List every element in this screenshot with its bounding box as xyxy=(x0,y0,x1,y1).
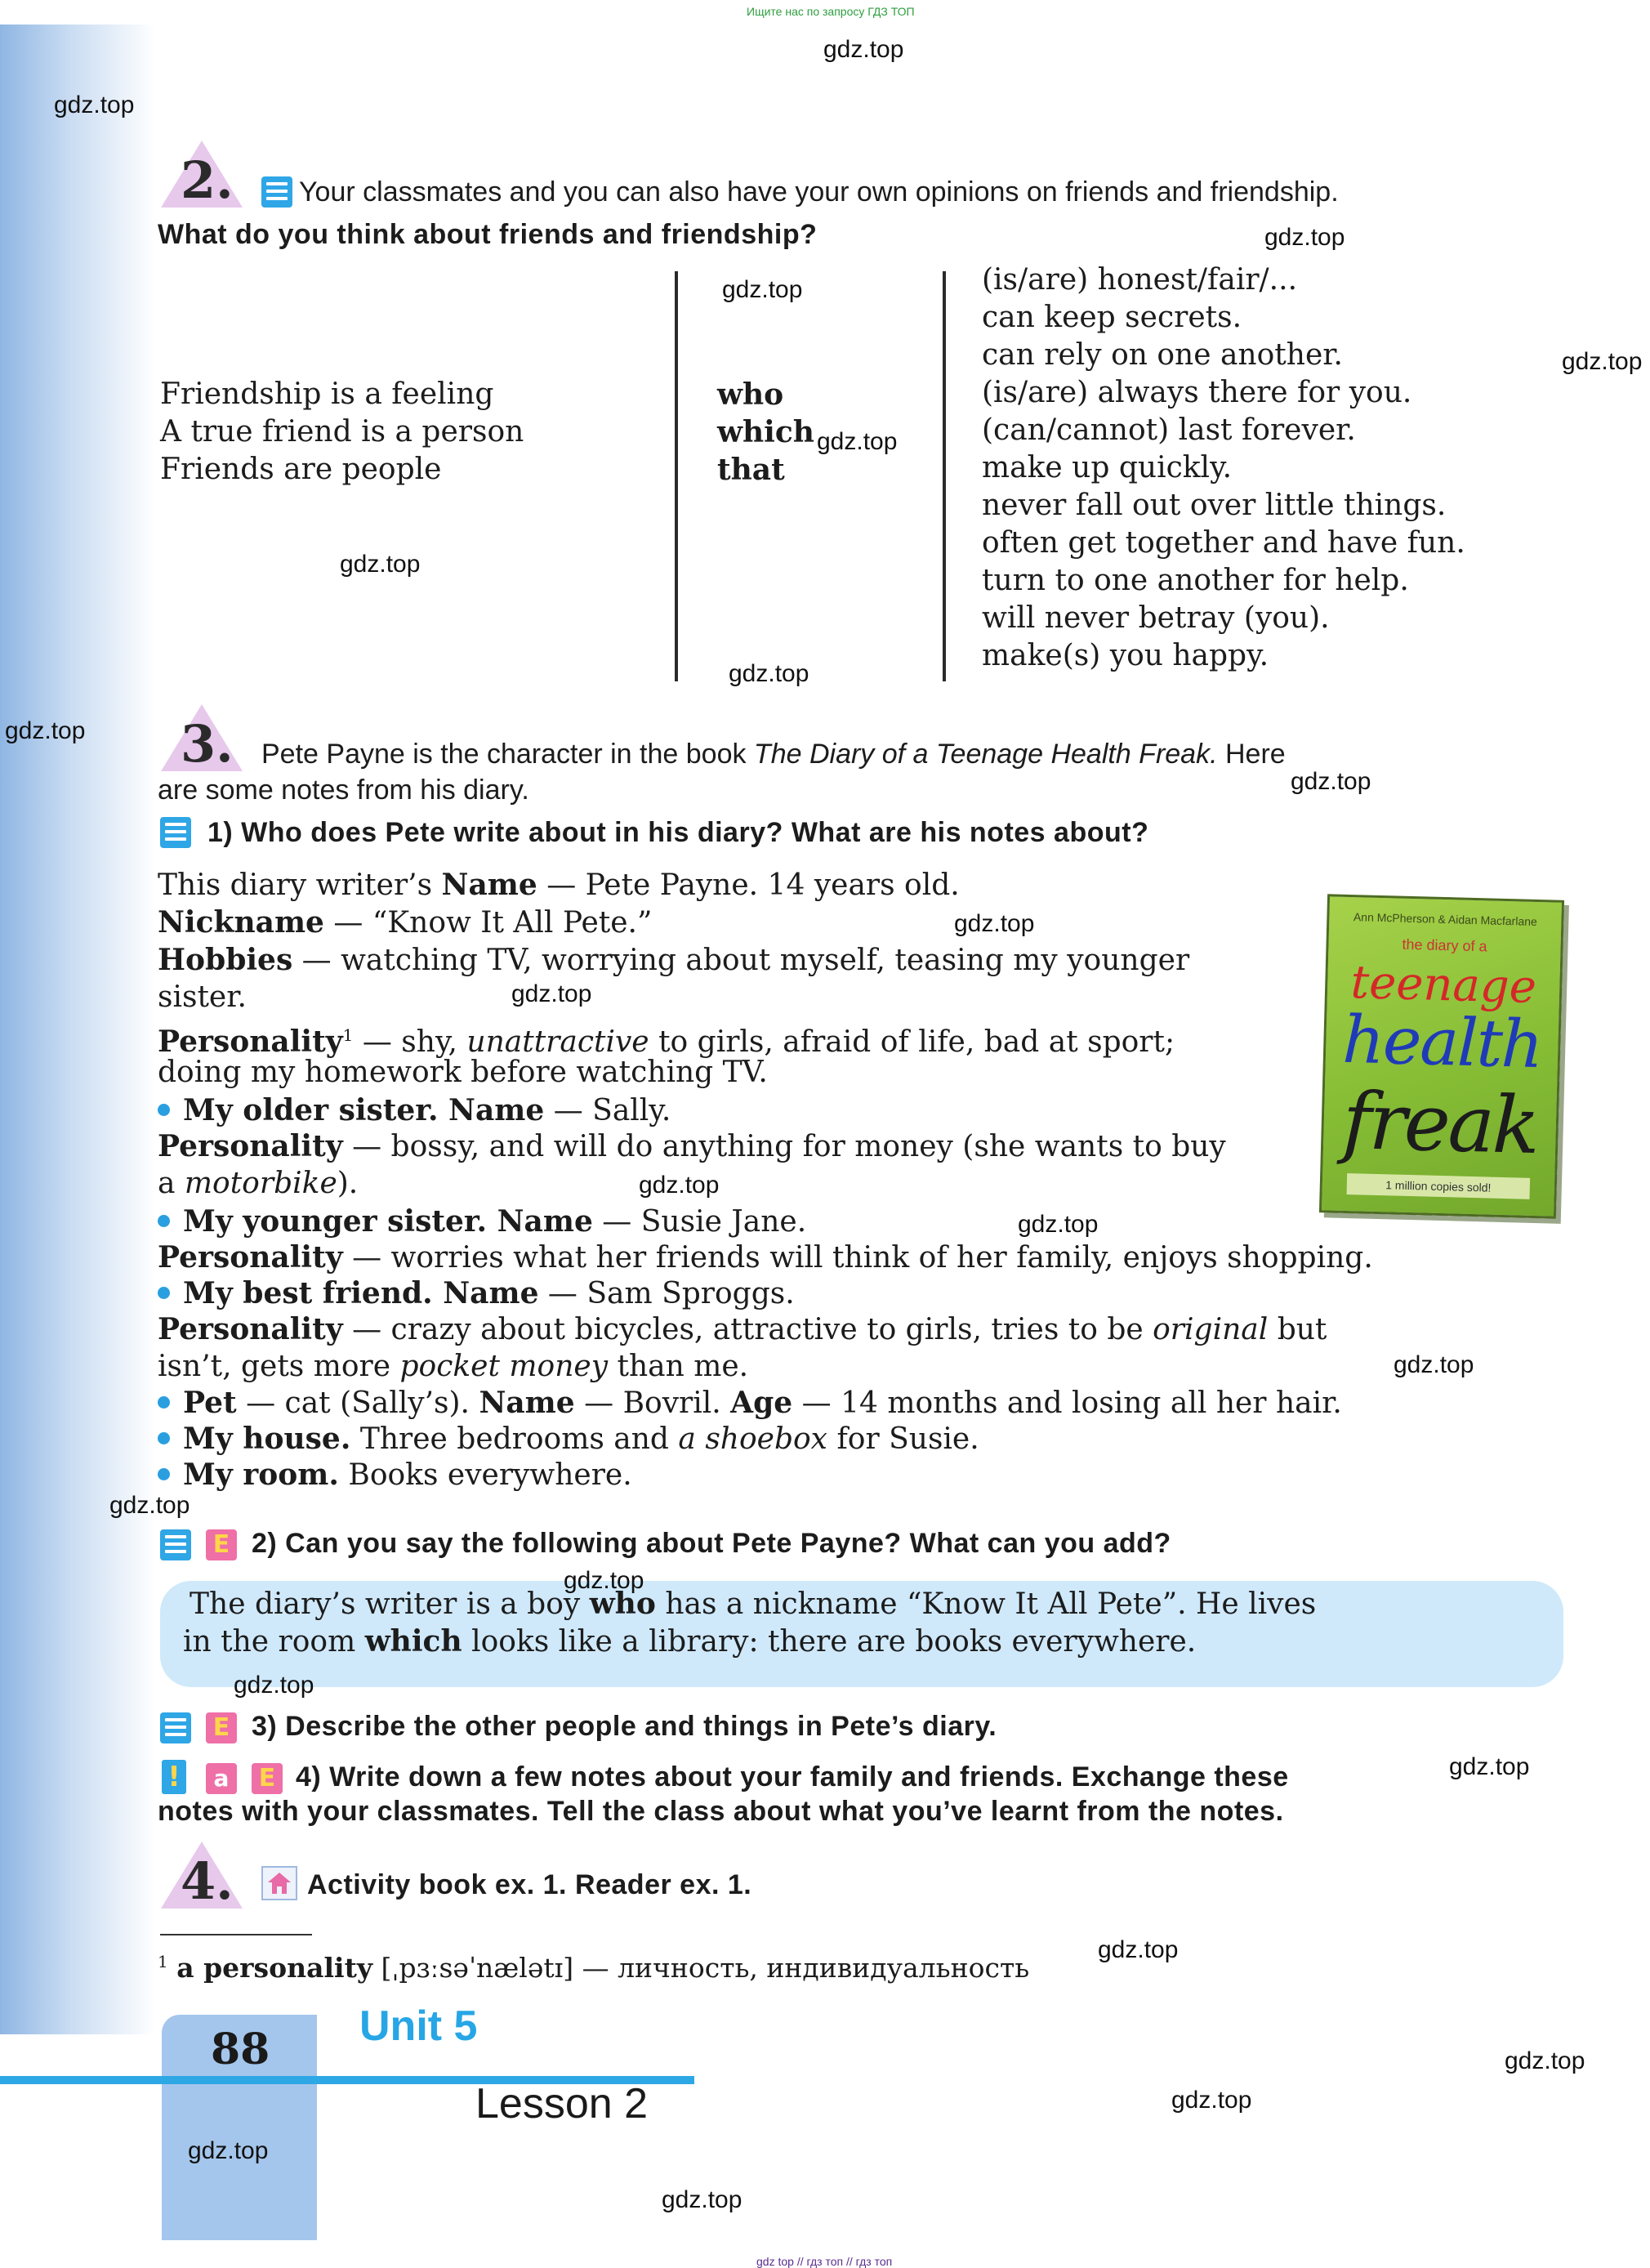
diary-line: Hobbies — watching TV, worrying about myself, teasing my younger xyxy=(158,943,1190,977)
watermark: gdz.top xyxy=(639,1172,720,1199)
ending-row: (is/are) always there for you. xyxy=(982,376,1412,409)
pronoun-row: which xyxy=(717,415,814,449)
watermark: gdz.top xyxy=(54,92,135,118)
write-icon: E xyxy=(206,1712,237,1743)
exercise-3-task-3: 3) Describe the other people and things in Pete’s diary. xyxy=(252,1711,997,1742)
bottom-watermark-text: gdz top // гдз топ // гдз топ xyxy=(756,2255,893,2268)
diary-line: Pet — cat (Sally’s). Name — Bovril. Age — 14 months and losing all her hair. xyxy=(158,1384,1373,1420)
watermark: gdz.top xyxy=(234,1672,314,1699)
list-icon xyxy=(261,176,292,208)
pair-work-icon: a xyxy=(206,1763,237,1794)
homework-icon xyxy=(261,1866,297,1900)
watermark: gdz.top xyxy=(1562,348,1643,375)
ending-row: turn to one another for help. xyxy=(982,564,1409,597)
watermark: gdz.top xyxy=(1098,1936,1179,1963)
watermark: gdz.top xyxy=(511,980,592,1007)
diary-line: doing my homework before watching TV. xyxy=(158,1056,768,1089)
bullet-icon xyxy=(158,1287,170,1299)
diary-line: This diary writer’s Name — Pete Payne. 14 years old. xyxy=(158,868,960,902)
diary-notes xyxy=(158,866,1373,1493)
watermark: gdz.top xyxy=(823,36,904,63)
diary-line: My younger sister. Name — Susie Jane. xyxy=(158,1203,1373,1239)
ending-row: can keep secrets. xyxy=(982,301,1242,334)
exercise-2-number: 2. xyxy=(161,141,243,208)
ending-row: never fall out over little things. xyxy=(982,489,1447,522)
watermark: gdz.top xyxy=(1018,1211,1099,1238)
unit-title: Unit 5 xyxy=(359,2002,478,2050)
exercise-3-intro: Pete Payne is the character in the book The Diary of a Teenage Health Freak. Here xyxy=(261,739,1286,770)
exercise-4-number: 4. xyxy=(161,1842,243,1909)
watermark: gdz.top xyxy=(722,276,803,303)
ending-row: can rely on one another. xyxy=(982,338,1343,372)
exercise-3-number: 3. xyxy=(161,704,243,771)
ending-row: (is/are) honest/fair/... xyxy=(982,263,1298,297)
exercise-2-column-subjects xyxy=(160,376,524,489)
exercise-2-question: What do you think about friends and friendship? xyxy=(158,219,818,250)
watermark: gdz.top xyxy=(1505,2047,1585,2074)
exercise-3-task-4: 4) Write down a few notes about your family and friends. Exchange these xyxy=(296,1761,1289,1793)
diary-line: My room. Books everywhere. xyxy=(158,1456,1373,1493)
watermark: gdz.top xyxy=(5,717,86,744)
pronoun-row: that xyxy=(717,453,785,487)
watermark: gdz.top xyxy=(1394,1351,1474,1378)
footnote-rule xyxy=(160,1934,312,1935)
watermark: gdz.top xyxy=(1264,224,1345,251)
table-divider-left xyxy=(675,271,678,681)
bullet-icon xyxy=(158,1396,170,1409)
ending-row: (can/cannot) last forever. xyxy=(982,413,1356,447)
pronoun-row: who xyxy=(717,377,784,412)
bullet-icon xyxy=(158,1468,170,1480)
exercise-2-column-pronouns xyxy=(717,376,814,489)
list-icon xyxy=(160,1529,191,1560)
exercise-4-text: Activity book ex. 1. Reader ex. 1. xyxy=(307,1869,752,1900)
diary-line: Personality — crazy about bicycles, attractive to girls, tries to be original but xyxy=(158,1312,1327,1346)
ending-row: often get together and have fun. xyxy=(982,526,1465,560)
exercise-3-task-2: 2) Can you say the following about Pete Payne? What can you add? xyxy=(252,1528,1171,1559)
bullet-icon xyxy=(158,1104,170,1116)
diary-line: sister. xyxy=(158,980,247,1014)
list-icon xyxy=(160,817,191,848)
diary-line: My older sister. Name — Sally. xyxy=(158,1092,1373,1127)
watermark: gdz.top xyxy=(954,910,1035,937)
bullet-icon xyxy=(158,1432,170,1444)
write-icon: E xyxy=(252,1763,283,1794)
ending-row: make up quickly. xyxy=(982,451,1233,484)
exercise-3-task-4-line2: notes with your classmates. Tell the class about what you’ve learnt from the notes. xyxy=(158,1796,1284,1827)
watermark: gdz.top xyxy=(729,660,809,687)
diary-line: isn’t, gets more pocket money than me. xyxy=(158,1350,749,1383)
subject-row: A true friend is a person xyxy=(160,415,524,449)
exercise-2-column-endings xyxy=(982,261,1465,675)
subject-row: Friends are people xyxy=(160,453,442,486)
diary-line: Personality — bossy, and will do anything for money (she wants to buy xyxy=(158,1129,1226,1163)
lesson-title: Lesson 2 xyxy=(475,2080,649,2127)
diary-line: Personality$^1$ — shy, unattractive to girls, afraid of life, bad at sport; xyxy=(158,1025,1175,1059)
left-gradient-strip xyxy=(0,25,155,2034)
exercise-3-intro-line2: are some notes from his diary. xyxy=(158,775,529,806)
watermark: gdz.top xyxy=(564,1567,644,1594)
exercise-3-task-1: 1) Who does Pete write about in his diary? What are his notes about? xyxy=(207,817,1149,848)
watermark: gdz.top xyxy=(340,551,421,578)
watermark: gdz.top xyxy=(1449,1753,1530,1780)
diary-line: a motorbike). xyxy=(158,1167,359,1200)
example-line: in the room which looks like a library: there are books everywhere. xyxy=(183,1624,1197,1659)
page-number: 88 xyxy=(211,2025,270,2074)
important-icon: ! xyxy=(162,1760,186,1794)
subject-row: Friendship is a feeling xyxy=(160,377,494,411)
ending-row: will never betray (you). xyxy=(982,601,1330,635)
top-watermark-text: Ищите нас по запросу ГДЗ ТОП xyxy=(747,5,915,18)
list-icon xyxy=(160,1712,191,1743)
watermark: gdz.top xyxy=(109,1492,190,1519)
ending-row: make(s) you happy. xyxy=(982,639,1269,672)
table-divider-right xyxy=(943,271,946,681)
bullet-icon xyxy=(158,1215,170,1227)
book-cover-image: Ann McPherson & Aidan Macfarlane the diary of a teenage health freak 1 million copies sold! xyxy=(1319,894,1564,1218)
exercise-2-intro: Your classmates and you can also have your own opinions on friends and friendship. xyxy=(299,176,1339,208)
diary-line: My house. Three bedrooms and a shoebox for Susie. xyxy=(158,1420,1373,1456)
footnote: $^1$ a personality [ˌpɜːsəˈnælətɪ] — личность, индивидуальность xyxy=(158,1952,1030,1984)
diary-line: My best friend. Name — Sam Sproggs. xyxy=(158,1275,1373,1310)
example-line: The diary’s writer is a boy who has a nickname “Know It All Pete”. He lives xyxy=(190,1587,1317,1621)
watermark: gdz.top xyxy=(817,428,898,455)
watermark: gdz.top xyxy=(662,2186,742,2213)
write-icon: E xyxy=(206,1529,237,1560)
watermark: gdz.top xyxy=(1291,768,1371,795)
diary-line: Nickname — “Know It All Pete.” xyxy=(158,905,653,940)
example-text xyxy=(183,1585,1317,1660)
watermark: gdz.top xyxy=(1171,2087,1252,2114)
diary-line: Personality — worries what her friends will think of her family, enjoys shopping. xyxy=(158,1240,1373,1275)
watermark: gdz.top xyxy=(188,2137,269,2164)
